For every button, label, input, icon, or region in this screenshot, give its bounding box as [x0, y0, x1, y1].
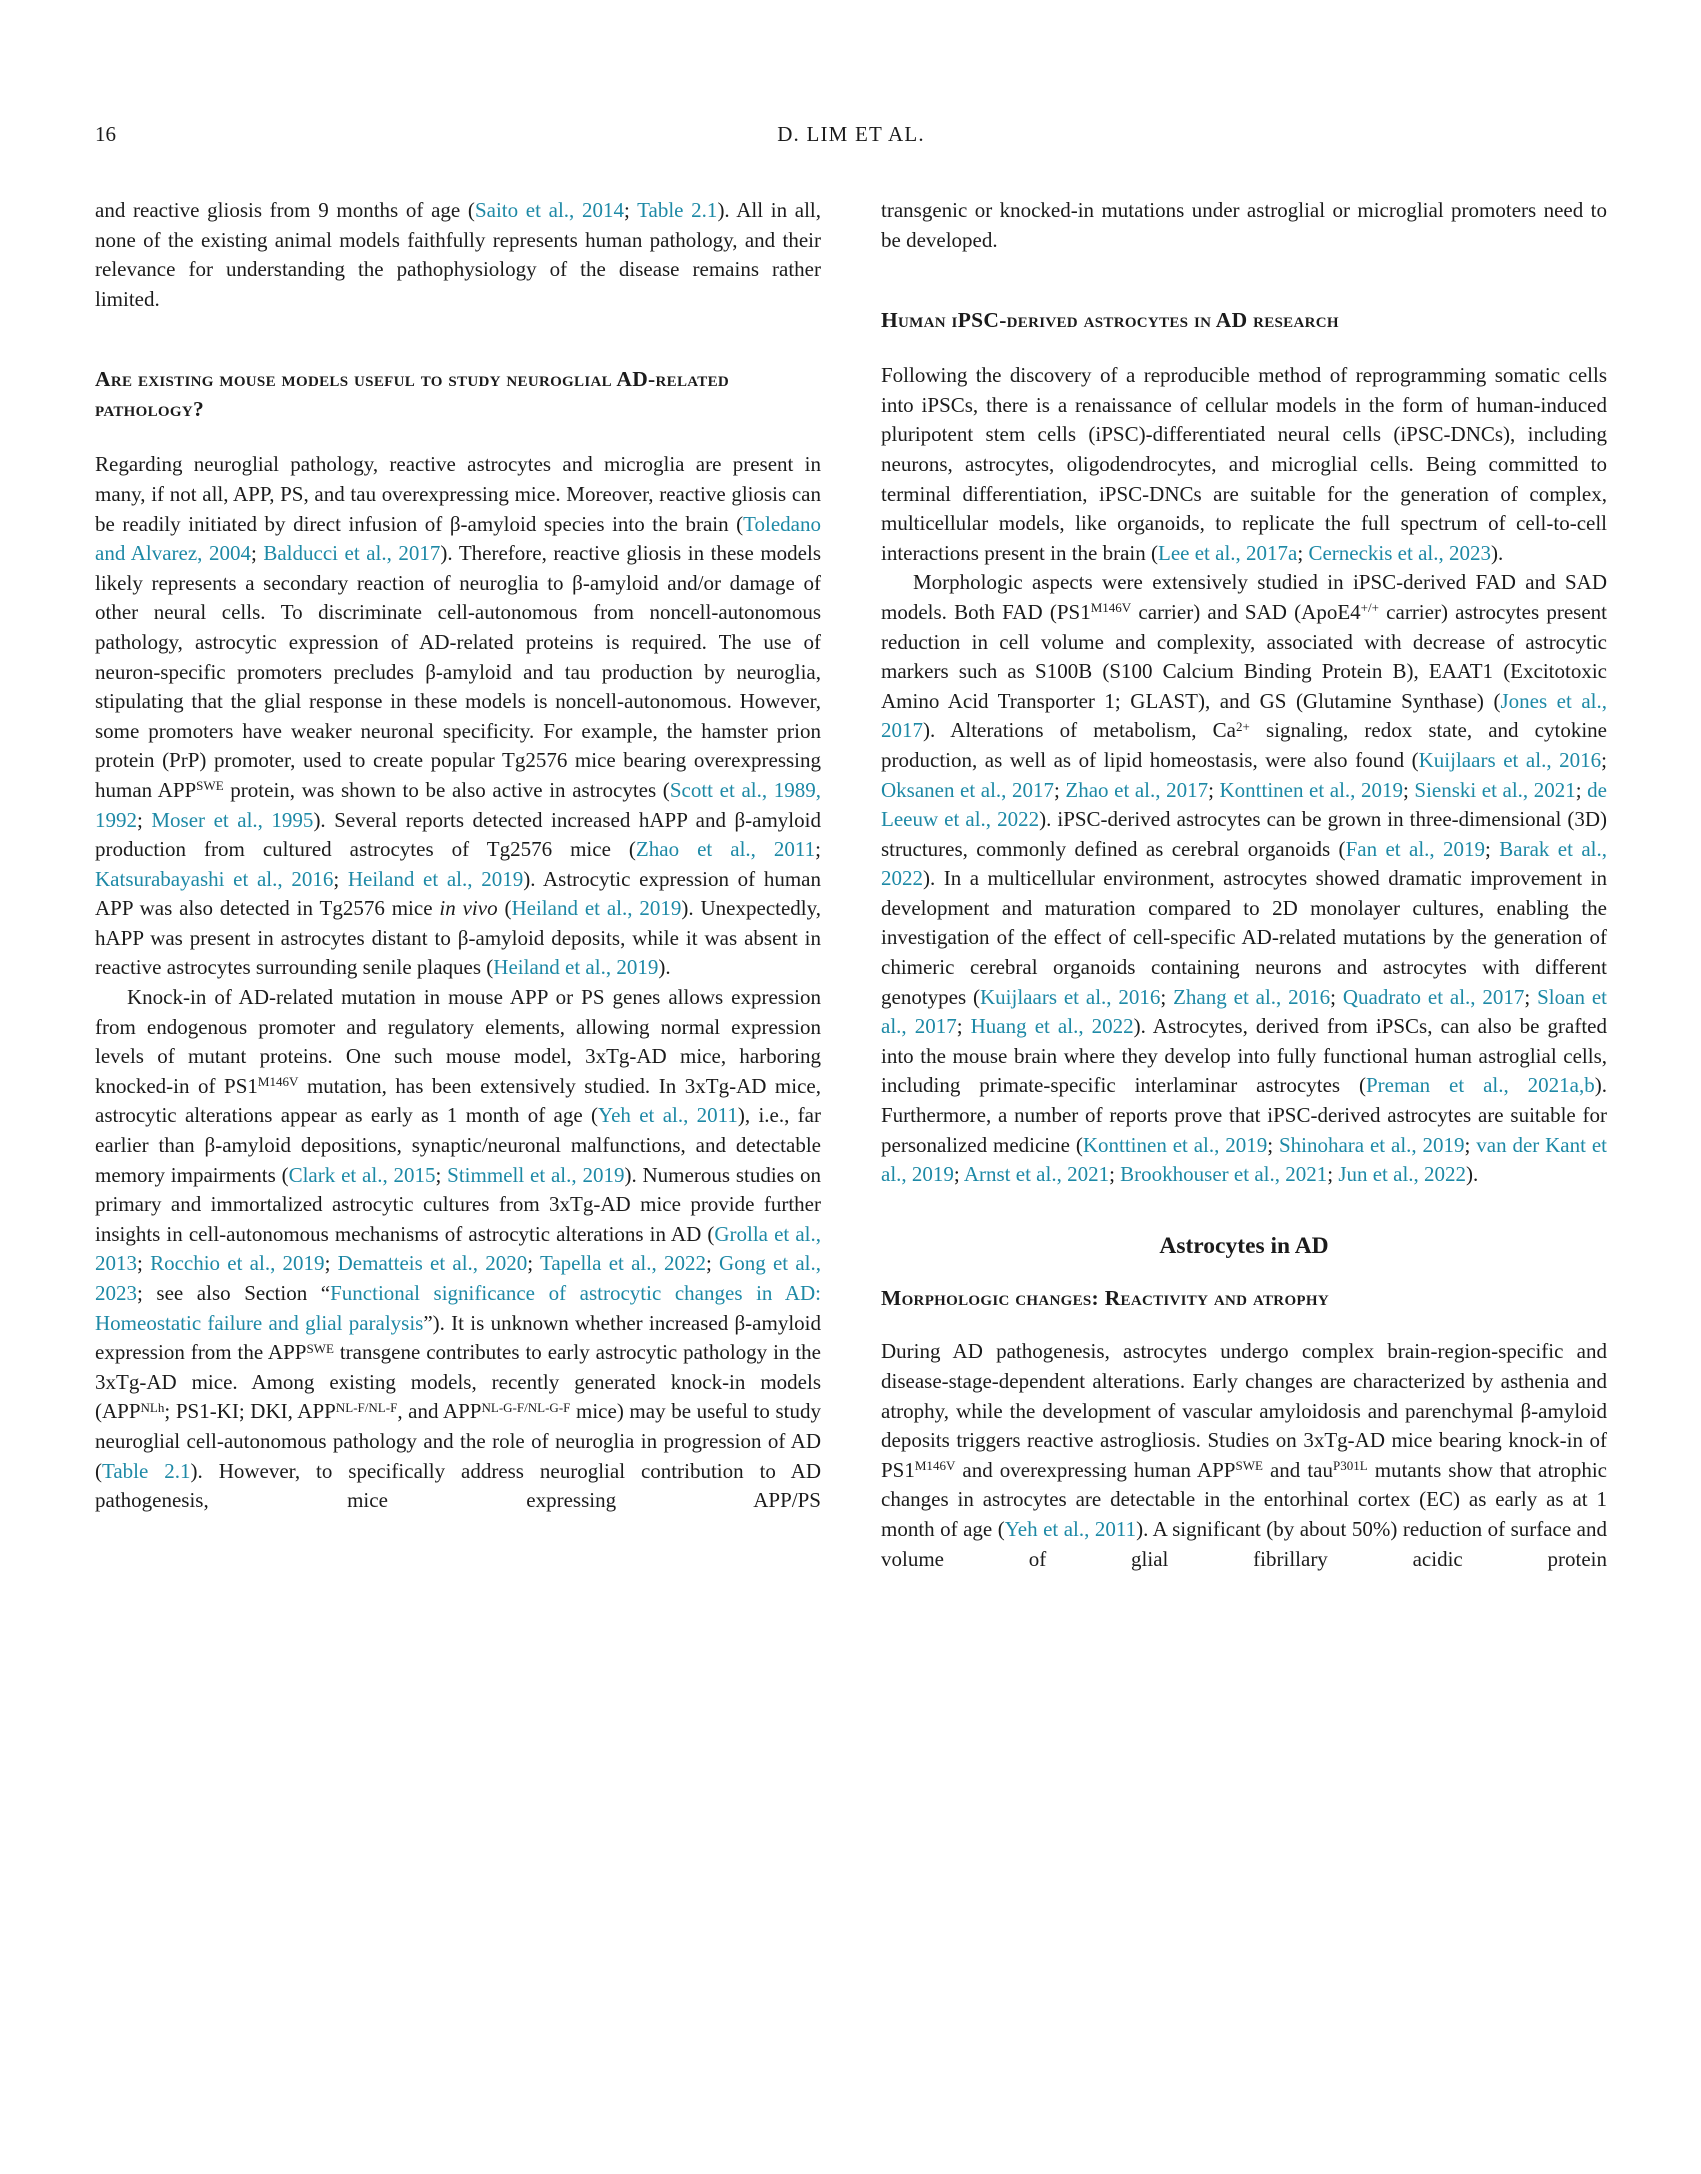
body-text: transgenic or knocked-in mutations under astroglial or microglial promoters need to be developed.	[881, 198, 1607, 252]
citation-link[interactable]: Huang et al., 2022	[970, 1014, 1134, 1039]
citation-link[interactable]: van der Kant et al., 2019	[881, 1132, 1607, 1187]
body-text: ;	[324, 1251, 338, 1276]
citation-link[interactable]: Sienski et al., 2021	[1414, 777, 1576, 802]
citation-link[interactable]: Konttinen et al., 2019	[1082, 1132, 1268, 1157]
body-text: ;	[137, 807, 152, 832]
body-text: and overexpressing human APP	[955, 1457, 1236, 1482]
citation-link[interactable]: Lee et al., 2017a	[1158, 540, 1298, 565]
superscript-text: SWE	[196, 778, 224, 794]
citation-link[interactable]: Kuijlaars et al., 2016	[980, 984, 1161, 1009]
superscript-text: 2+	[1236, 718, 1250, 734]
body-text: ). Therefore, reactive gliosis in these models likely represents a secondary reaction of neuroglia to β-amyloid and/or damage of other neural cells. To discriminate cell-autonomous from noncell-autonomous pathology, astrocytic expression of AD-related proteins is required. The use of neuron-specific promoters precludes β-amyloid and tau production by neuroglia, stipulating that the glial response in these models is noncell-autonomous. However, some promoters have weaker neuronal specificity. For example, the hamster prion protein (PrP) promoter, used to create popular Tg2576 mice bearing overexpressing human APP	[95, 541, 821, 802]
body-text: ;	[1327, 1162, 1339, 1187]
heading-morphologic-changes: Morphologic changes: Reactivity and atrophy	[881, 1286, 1329, 1311]
body-text: ). Several reports detected increased hAPP and β-amyloid production from cultured astrocytes of Tg2576 mice (	[95, 807, 821, 862]
citation-link[interactable]: Zhao et al., 2017	[1065, 777, 1209, 802]
body-text: ;	[1267, 1132, 1279, 1157]
citation-link[interactable]: Functional significance of astrocytic changes in AD: Homeostatic failure and glial paralysis	[95, 1281, 821, 1335]
paragraph-gliosis-continuation	[95, 196, 821, 314]
superscript-text: M146V	[257, 1074, 299, 1090]
left-column	[95, 196, 821, 1574]
body-text: ;	[1160, 984, 1174, 1009]
citation-link[interactable]: Katsurabayashi et al., 2016	[95, 866, 334, 891]
body-text: ;	[1485, 836, 1500, 861]
paragraph-knock-in	[95, 983, 821, 1516]
citation-link[interactable]: Gong et al., 2023	[95, 1251, 821, 1305]
superscript-text: NL-F/NL-F	[335, 1399, 398, 1415]
body-text: ;	[1575, 777, 1588, 802]
citation-link[interactable]: Zhang et al., 2016	[1173, 984, 1331, 1009]
page-header	[95, 122, 1607, 147]
body-text: ;	[250, 541, 264, 566]
paragraph-regarding-neuroglial	[95, 450, 821, 983]
citation-link[interactable]: Heiland et al., 2019	[493, 955, 659, 980]
body-text: (	[497, 896, 512, 921]
body-text: ;	[333, 866, 348, 891]
citation-link[interactable]: Saito et al., 2014	[474, 198, 624, 222]
body-text: signaling, redox state, and cytokine production, as well as of lipid homeostasis, were also found (	[881, 718, 1607, 772]
superscript-text: M146V	[1090, 600, 1132, 616]
superscript-text: M146V	[914, 1458, 956, 1474]
citation-link[interactable]: Arnst et al., 2021	[963, 1162, 1110, 1187]
body-text: ), i.e., far earlier than β-amyloid depositions, synaptic/neuronal malfunctions, and detectable memory impairments (	[95, 1103, 821, 1187]
body-text: ”). It is unknown whether increased β-amyloid expression from the APP	[95, 1310, 821, 1365]
right-column	[881, 196, 1607, 1574]
citation-link[interactable]: Brookhouser et al., 2021	[1120, 1162, 1328, 1187]
body-text: ;	[956, 1014, 971, 1039]
body-text: ). Unexpectedly, hAPP was present in astrocytes distant to β-amyloid deposits, while it was absent in reactive astrocytes surrounding senile plaques (	[95, 896, 822, 980]
citation-link[interactable]: Shinohara et al., 2019	[1278, 1132, 1465, 1157]
citation-link[interactable]: Sloan et al., 2017	[881, 984, 1607, 1039]
body-text: ;	[1109, 1162, 1121, 1187]
body-text: ;	[953, 1162, 964, 1187]
body-text: ). However, to specifically address neuroglial contribution to AD pathogenesis, mice expressing APP/PS	[95, 1458, 822, 1513]
body-text: ;	[1524, 984, 1538, 1009]
body-text: ; see also Section “	[137, 1281, 331, 1305]
italic-text: in vivo	[439, 896, 498, 921]
citation-link[interactable]: Preman et al., 2021a,b	[1365, 1073, 1595, 1098]
body-text: ;	[705, 1251, 720, 1276]
body-text: mutation, has been extensively studied. In 3xTg-AD mice, astrocytic alterations appear as early as 1 month of age (	[95, 1073, 821, 1128]
body-text: ). Alterations of metabolism, Ca	[923, 718, 1237, 743]
citation-link[interactable]: Kuijlaars et al., 2016	[1418, 747, 1602, 772]
running-head: D. LIM ET AL.	[777, 122, 925, 146]
citation-link[interactable]: Jun et al., 2022	[1338, 1162, 1467, 1187]
body-text: ). Astrocytic expression of human APP was also detected in Tg2576 mice	[95, 866, 821, 921]
body-text: and reactive gliosis from 9 months of age (	[95, 198, 475, 222]
heading-mouse-models: Are existing mouse models useful to study neuroglial AD-related pathology?	[95, 367, 730, 422]
citation-link[interactable]: Fan et al., 2019	[1345, 836, 1486, 861]
body-text: ;	[624, 198, 638, 222]
body-text: ;	[1297, 540, 1309, 565]
body-text: and tau	[1262, 1457, 1333, 1482]
citation-link[interactable]: Jones et al., 2017	[881, 688, 1607, 743]
body-text: , and APP	[397, 1399, 482, 1424]
superscript-text: SWE	[1235, 1458, 1263, 1474]
paragraph-morphologic-aspects	[881, 568, 1607, 1189]
body-text: Regarding neuroglial pathology, reactive astrocytes and microglia are present in many, if not all, APP, PS, and tau overexpressing mice. Moreover, reactive gliosis can be readily initiated by direct infusion of β-amyloid species into the brain (	[95, 452, 821, 536]
citation-link[interactable]: Yeh et al., 2011	[598, 1103, 738, 1128]
body-text: ;	[815, 837, 821, 862]
body-text: During AD pathogenesis, astrocytes undergo complex brain-region-specific and disease-stage-dependent alterations. Early changes are characterized by asthenia and atrophy, while the development of vascular amyloidosis and parenchymal β-amyloid deposits triggers reactive astrogliosis. Studies on 3xTg-AD mice bearing knock-in of PS1	[881, 1339, 1607, 1482]
body-text: ;	[1054, 777, 1066, 802]
superscript-text: +/+	[1360, 600, 1379, 616]
heading-human-ipsc: Human iPSC-derived astrocytes in AD research	[881, 308, 1339, 333]
citation-link[interactable]: Scott et al., 1989, 1992	[95, 777, 821, 832]
citation-link[interactable]: Heiland et al., 2019	[347, 866, 524, 891]
citation-link[interactable]: Table 2.1	[102, 1458, 191, 1483]
paragraph-transgenic-continuation	[881, 196, 1607, 255]
citation-link[interactable]: Zhao et al., 2011	[635, 837, 816, 862]
body-text: ).	[1490, 540, 1504, 565]
body-text: ). iPSC-derived astrocytes can be grown in three-dimensional (3D) structures, commonly defined as cerebral organoids (	[881, 807, 1607, 861]
body-text: ). Numerous studies on primary and immortalized astrocytic cultures from 3xTg-AD mice provide further insights in cell-autonomous mechanisms of astrocytic alterations in AD (	[95, 1162, 821, 1246]
body-text: ).	[658, 955, 671, 980]
superscript-text: P301L	[1333, 1458, 1368, 1474]
citation-link[interactable]: Oksanen et al., 2017	[881, 777, 1054, 802]
body-text: Following the discovery of a reproducible method of reprogramming somatic cells into iPSCs, there is a renaissance of cellular models in the form of human-induced pluripotent stem cells (iPSC)-differentiated neural cells (iPSC-DNCs), including neurons, astrocytes, oligodendrocytes, and microglial cells. Being committed to terminal differentiation, iPSC-DNCs are suitable for the generation of complex, multicellular models, like organoids, to replicate the full spectrum of cell-to-cell interactions present in the brain (	[881, 363, 1607, 565]
superscript-text: SWE	[306, 1340, 334, 1356]
citation-link[interactable]: Table 2.1	[637, 198, 718, 222]
citation-link[interactable]: Quadrato et al., 2017	[1342, 984, 1525, 1009]
superscript-text: NL-G-F/NL-G-F	[481, 1399, 571, 1415]
body-text: carrier) and SAD (ApoE4	[1131, 599, 1361, 624]
body-text: ).	[1466, 1162, 1479, 1187]
body-text: ; PS1-KI; DKI, APP	[164, 1399, 336, 1424]
citation-link[interactable]: Toledano and Alvarez, 2004	[95, 511, 821, 566]
body-text: ;	[137, 1251, 151, 1276]
superscript-text: NLh	[140, 1399, 165, 1415]
citation-link[interactable]: Tapella et al., 2022	[539, 1251, 706, 1276]
body-text: Morphologic aspects were extensively studied in iPSC-derived FAD and SAD models. Both FAD (PS1	[881, 570, 1607, 624]
body-text: protein, was shown to be also active in astrocytes (	[223, 777, 670, 802]
body-text: transgene contributes to early astrocytic pathology in the 3xTg-AD mice. Among existing models, recently generated knock-in models (APP	[95, 1340, 822, 1424]
body-text: ). A significant (by about 50%) reduction of surface and volume of glial fibrillary acidic protein	[881, 1516, 1607, 1571]
body-text: ). Astrocytes, derived from iPSCs, can also be grafted into the mouse brain where they develop into fully functional human astroglial cells, including primate-specific interlaminar astrocytes (	[881, 1014, 1607, 1098]
body-text: ). In a multicellular environment, astrocytes showed dramatic improvement in development and maturation compared to 2D monolayer cultures, enabling the investigation of the effect of cell-specific AD-related mutations by the generation of chimeric cerebral organoids containing neurons and astrocytes with different genotypes (	[881, 866, 1607, 1009]
body-text: ;	[1330, 984, 1343, 1009]
body-text: carrier) astrocytes present reduction in cell volume and complexity, associated with decrease of astrocytic markers such as S100B (S100 Calcium Binding Protein B), EAAT1 (Excitotoxic Amino Acid Transporter 1; GLAST), and GS (Glutamine Synthase) (	[881, 599, 1607, 713]
body-text: ;	[527, 1251, 540, 1276]
section-title-astrocytes-in-ad: Astrocytes in AD	[1159, 1232, 1329, 1259]
citation-link[interactable]: Moser et al., 1995	[151, 807, 314, 832]
body-text: ;	[1402, 777, 1415, 802]
paragraph-following-discovery	[881, 361, 1607, 568]
page-number: 16	[95, 122, 116, 146]
body-text: ). Furthermore, a number of reports prove that iPSC-derived astrocytes are suitable for personalized medicine (	[881, 1073, 1607, 1157]
citation-link[interactable]: Yeh et al., 2011	[1004, 1516, 1137, 1541]
body-text: Knock-in of AD-related mutation in mouse APP or PS genes allows expression from endogenous promoter and regulatory elements, allowing normal expression levels of mutant proteins. One such mouse model, 3xTg-AD mice, harboring knocked-in of PS1	[95, 985, 821, 1098]
citation-link[interactable]: Cerneckis et al., 2023	[1308, 540, 1491, 565]
two-column-layout	[95, 196, 1607, 1574]
citation-link[interactable]: Balducci et al., 2017	[263, 541, 441, 566]
body-text: ;	[1208, 777, 1220, 802]
body-text: ). All in all, none of the existing animal models faithfully represents human pathology, and their relevance for understanding the pathophysiology of the disease remains rather limited.	[95, 198, 822, 311]
body-text: mutants show that atrophic changes in astrocytes are detectable in the entorhinal cortex (EC) as early as at 1 month of age (	[881, 1457, 1607, 1541]
body-text: mice) may be useful to study neuroglial cell-autonomous pathology and the role of neuroglia in progression of AD (	[95, 1399, 821, 1483]
citation-link[interactable]: Barak et al., 2022	[881, 836, 1608, 891]
citation-link[interactable]: Heiland et al., 2019	[511, 896, 682, 921]
citation-link[interactable]: Rocchio et al., 2019	[150, 1251, 325, 1276]
citation-link[interactable]: Clark et al., 2015	[288, 1162, 436, 1187]
citation-link[interactable]: Dematteis et al., 2020	[337, 1251, 528, 1276]
body-text: ;	[1601, 747, 1607, 772]
citation-link[interactable]: Konttinen et al., 2019	[1219, 777, 1403, 802]
citation-link[interactable]: Grolla et al., 2013	[95, 1221, 821, 1276]
body-text: ;	[435, 1162, 448, 1187]
paragraph-during-ad	[881, 1337, 1607, 1574]
body-text: ;	[1464, 1132, 1477, 1157]
citation-link[interactable]: Stimmell et al., 2019	[447, 1162, 625, 1187]
citation-link[interactable]: de Leeuw et al., 2022	[881, 777, 1607, 832]
